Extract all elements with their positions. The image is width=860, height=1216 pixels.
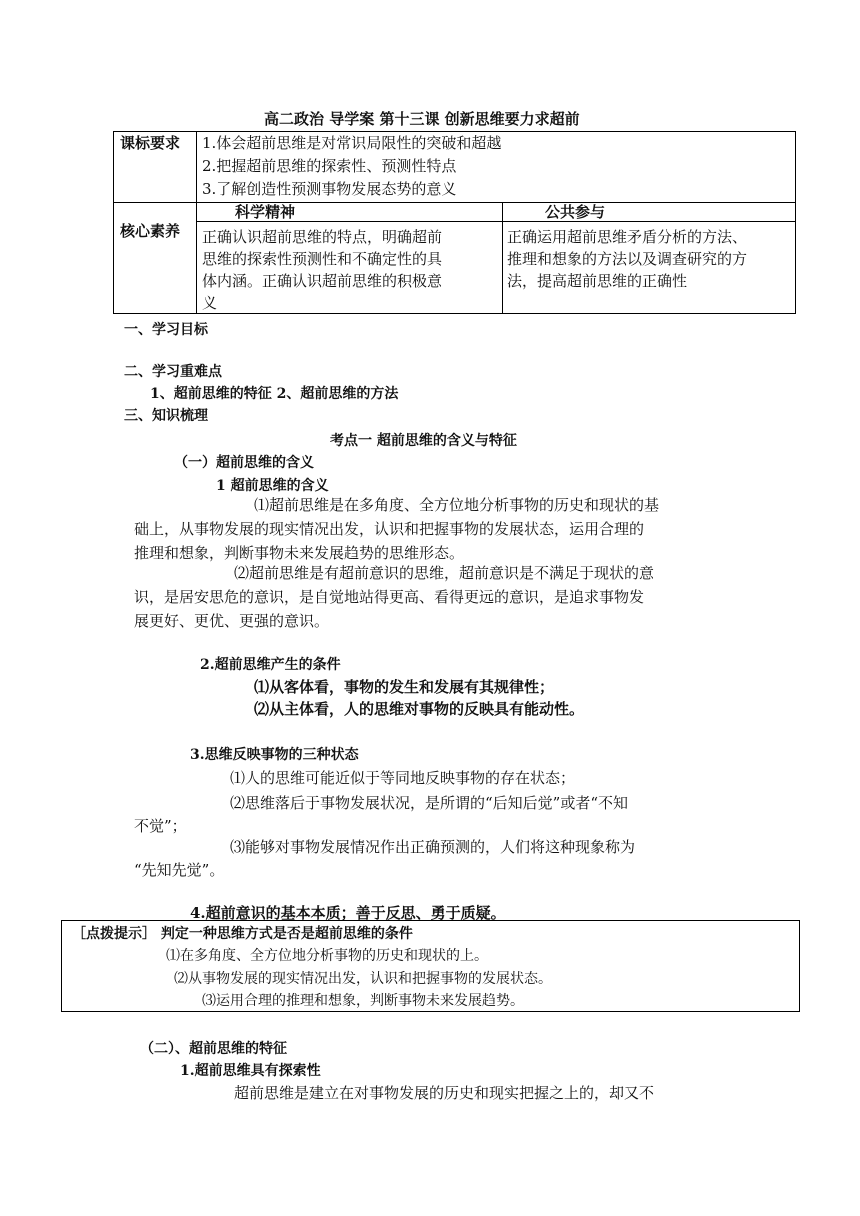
state-2-line-2: 不觉”； [134, 817, 187, 835]
tips-item-3: ⑶运用合理的推理和想象，判断事物未来发展趋势。 [202, 993, 524, 1009]
meaning-para-2-line-3: 展更好、更优、更强的意识。 [134, 612, 330, 630]
topic-heading: 考点一 超前思维的含义与特征 [330, 433, 517, 449]
state-1: ⑴人的思维可能近似于等同地反映事物的存在状态； [230, 769, 576, 787]
meaning-para-1-line-1: ⑴超前思维是在多角度、全方位地分析事物的历史和现状的基 [254, 496, 660, 514]
col1-header: 科学精神 [235, 203, 296, 221]
col1-text: 正确认识超前思维的特点，明确超前 思维的探索性预测性和不确定性的具 体内涵。正确认识超前思维的积极意 义 [202, 228, 443, 312]
core-label: 核心素养 [120, 222, 181, 240]
page-title: 高二政治 导学案 第十三课 创新思维要力求超前 [264, 110, 580, 128]
state-3-line-1: ⑶能够对事物发展情况作出正确预测的，人们将这种现象称为 [230, 838, 636, 856]
part2-heading: （二）、超前思维的特征 [140, 1041, 287, 1057]
req-item-1: 1.体会超前思维是对常识局限性的突破和超越 [202, 134, 502, 152]
meaning-para-1-line-2: 础上，从事物发展的现实情况出发，认识和把握事物的发展状态，运用合理的 [134, 520, 645, 538]
subheading-three-states: 3.思维反映事物的三种状态 [190, 747, 359, 763]
subheading-essence: 4.超前意识的基本本质；善于反思、勇于质疑。 [190, 904, 506, 922]
col2-header: 公共参与 [545, 203, 606, 221]
part1-heading: （一）超前思维的含义 [174, 455, 314, 471]
subheading-conditions: 2.超前思维产生的条件 [200, 657, 341, 673]
req-item-3: 3.了解创造性预测事物发展态势的意义 [202, 180, 457, 198]
req-item-2: 2.把握超前思维的探索性、预测性特点 [202, 157, 457, 175]
tips-heading: ［点拨提示］ 判定一种思维方式是否是超前思维的条件 [72, 926, 413, 942]
subheading-exploratory: 1.超前思维具有探索性 [180, 1063, 321, 1079]
meaning-para-2-line-1: ⑵超前思维是有超前意识的思维，超前意识是不满足于现状的意 [234, 564, 655, 582]
state-3-line-2: “先知先觉”。 [134, 861, 225, 879]
meaning-para-2-line-2: 识，是居安思危的意识，是自觉地站得更高、看得更远的意识，是追求事物发 [134, 588, 645, 606]
req-label: 课标要求 [120, 134, 181, 152]
subheading-meaning: 1 超前思维的含义 [216, 478, 329, 494]
state-2-line-1: ⑵思维落后于事物发展状况，是所谓的“后知后觉”或者“不知 [230, 794, 629, 812]
key-points-items: 1、超前思维的特征 2、超前思维的方法 [150, 386, 399, 402]
tips-item-2: ⑵从事物发展的现实情况出发，认识和把握事物的发展状态。 [174, 971, 552, 987]
requirements-table [113, 131, 796, 314]
condition-1: ⑴从客体看，事物的发生和发展有其规律性； [254, 678, 555, 696]
tips-box [61, 920, 800, 1012]
section-knowledge: 三、知识梳理 [124, 408, 208, 424]
tips-item-1: ⑴在多角度、全方位地分析事物的历史和现状的上。 [166, 948, 488, 964]
section-learning-goals: 一、学习目标 [124, 322, 208, 338]
section-key-points: 二、学习重难点 [124, 364, 222, 380]
meaning-para-1-line-3: 推理和想象，判断事物未来发展趋势的思维形态。 [134, 544, 465, 562]
exploratory-para-line-1: 超前思维是建立在对事物发展的历史和现实把握之上的，却又不 [234, 1084, 655, 1102]
col2-text: 正确运用超前思维矛盾分析的方法、 推理和想象的方法以及调查研究的方 法，提高超前思维的正确性 [507, 228, 748, 290]
condition-2: ⑵从主体看，人的思维对事物的反映具有能动性。 [254, 700, 585, 718]
